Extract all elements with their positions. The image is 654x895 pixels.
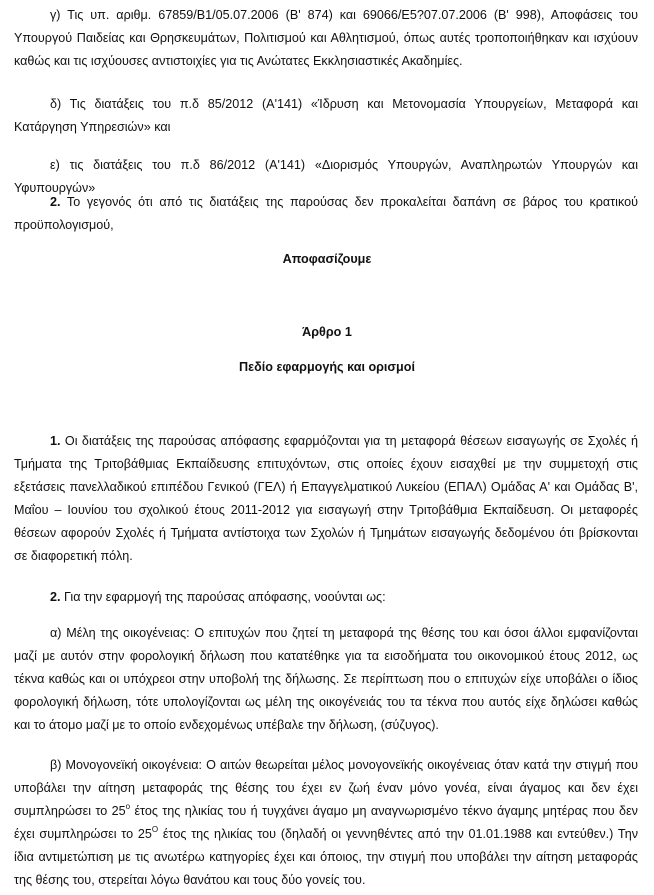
article-paragraph-2-text: Για την εφαρμογή της παρούσας απόφασης, νοούνται ως: <box>60 590 386 604</box>
article-paragraph-2-number: 2. <box>50 590 61 604</box>
superscript-ordinal-1: ο <box>125 801 131 811</box>
article-paragraph-1-number: 1. <box>50 434 61 448</box>
paragraph-delta: δ) Τις διατάξεις του π.δ 85/2012 (Α'141) «Ίδρυση και Μετονομασία Υπουργείων, Μεταφορά και Κατάργηση Υπηρεσιών» και <box>14 97 638 134</box>
definition-beta-part3: έτος της ηλικίας του (δηλαδή οι γεννηθέντες από την 01.01.1988 και εντεύθεν.) Την ίδια αντιμετώπιση με τις ανωτέρω κατηγορίες έχει και όποιος, την στιγμή που υποβάλει την αίτηση μεταφοράς της θέσης του, στερείται λόγω θανάτου και τους δύο γονείς του. <box>14 827 638 887</box>
definition-beta <box>14 754 638 892</box>
article-heading: Άρθρο 1 <box>302 325 352 339</box>
article-title: Πεδίο εφαρμογής και ορισμοί <box>239 360 415 374</box>
paragraph-2-text: Το γεγονός ότι από τις διατάξεις της παρούσας δεν προκαλείται δαπάνη σε βάρος του κρατικού προϋπολογισμού, <box>14 195 638 232</box>
definition-alpha: α) Μέλη της οικογένειας: Ο επιτυχών που ζητεί τη μεταφορά της θέσης του και όσοι άλλοι εμφανίζονται μαζί με αυτόν στην φορολογική δήλωση που κατατέθηκε για τα εισοδήματα του οικονομικού έτους 2012, ως τέκνα καθώς και οι υπόχρεοι στην υποβολή της δήλωσης. Σε περίπτωση που ο επιτυχών είχε υποβάλει ο ίδιος φορολογική δήλωση, τότε υπολογίζονται ως μέλη της οικογένειάς του τα τέκνα που αυτός είχε δηλώσει καθώς και το άτομο μαζί με το οποίο ενδεχομένως υπέβαλε την δήλωση, (σύζυγος). <box>14 626 638 732</box>
paragraph-2-number: 2. <box>50 195 61 209</box>
article-paragraph-1 <box>14 430 638 568</box>
definition-beta-part1: β) Μονογονεϊκή οικογένεια: Ο αιτών θεωρείται μέλος μονογονεϊκής οικογένειας όταν κατά την στιγμή που υποβάλει την αίτηση μεταφοράς της θέσης του έχει εν ζωή έναν μόνο γονέα, είναι άγαμος και δεν έχει συμπληρώσει το 25 <box>14 758 638 818</box>
article-paragraph-2 <box>14 586 638 609</box>
article-paragraph-1-text: Οι διατάξεις της παρούσας απόφασης εφαρμόζονται για τη μεταφορά θέσεων εισαγωγής σε Σχολές ή Τμήματα της Τριτοβάθμιας Εκπαίδευσης επιτυχόντων, στις οποίες έχουν εισαχθεί με την συμμετοχή στις εξετάσεις πανελλαδικού επιπέδου Γενικού (ΓΕΛ) ή Επαγγελματικού Λυκείου (ΕΠΑΛ) Ομάδας Α' και Ομάδας Β', Μαΐου – Ιουνίου του σχολικού έτους 2011-2012 για εισαγωγή στην Τριτοβάθμια Εκπαίδευση. Οι μεταφορές θέσεων αφορούν Σχολές ή Τμήματα αντίστοιχα των Σχολών ή Τμημάτων εισαγωγής δεδομένου ότι βρίσκονται σε διαφορετική πόλη. <box>14 434 638 563</box>
superscript-ordinal-2: Ο <box>151 824 159 834</box>
definition-beta-part2: έτος της ηλικίας του ή τυγχάνει άγαμο μη αναγνωρισμένο τέκνο άγαμης μητέρας που δεν έχει συμπληρώσει το 25 <box>14 804 638 841</box>
paragraph-epsilon: ε) τις διατάξεις του π.δ 86/2012 (Α'141) «Διορισμός Υπουργών, Αναπληρωτών Υπουργών και Υφυπουργών» <box>14 158 638 195</box>
paragraph-gamma: γ) Τις υπ. αριθμ. 67859/Β1/05.07.2006 (Β' 874) και 69066/Ε5?07.07.2006 (Β' 998), Αποφάσεις του Υπουργού Παιδείας και Θρησκευμάτων, Πολιτισμού και Αθλητισμού, όπως αυτές τροποποιήθηκαν και ισχύουν καθώς και τις ισχύουσες αντιστοιχίες για τις Ανώτατες Εκκλησιαστικές Ακαδημίες. <box>14 8 638 68</box>
decision-heading: Αποφασίζουμε <box>282 252 372 266</box>
paragraph-2 <box>14 191 638 237</box>
